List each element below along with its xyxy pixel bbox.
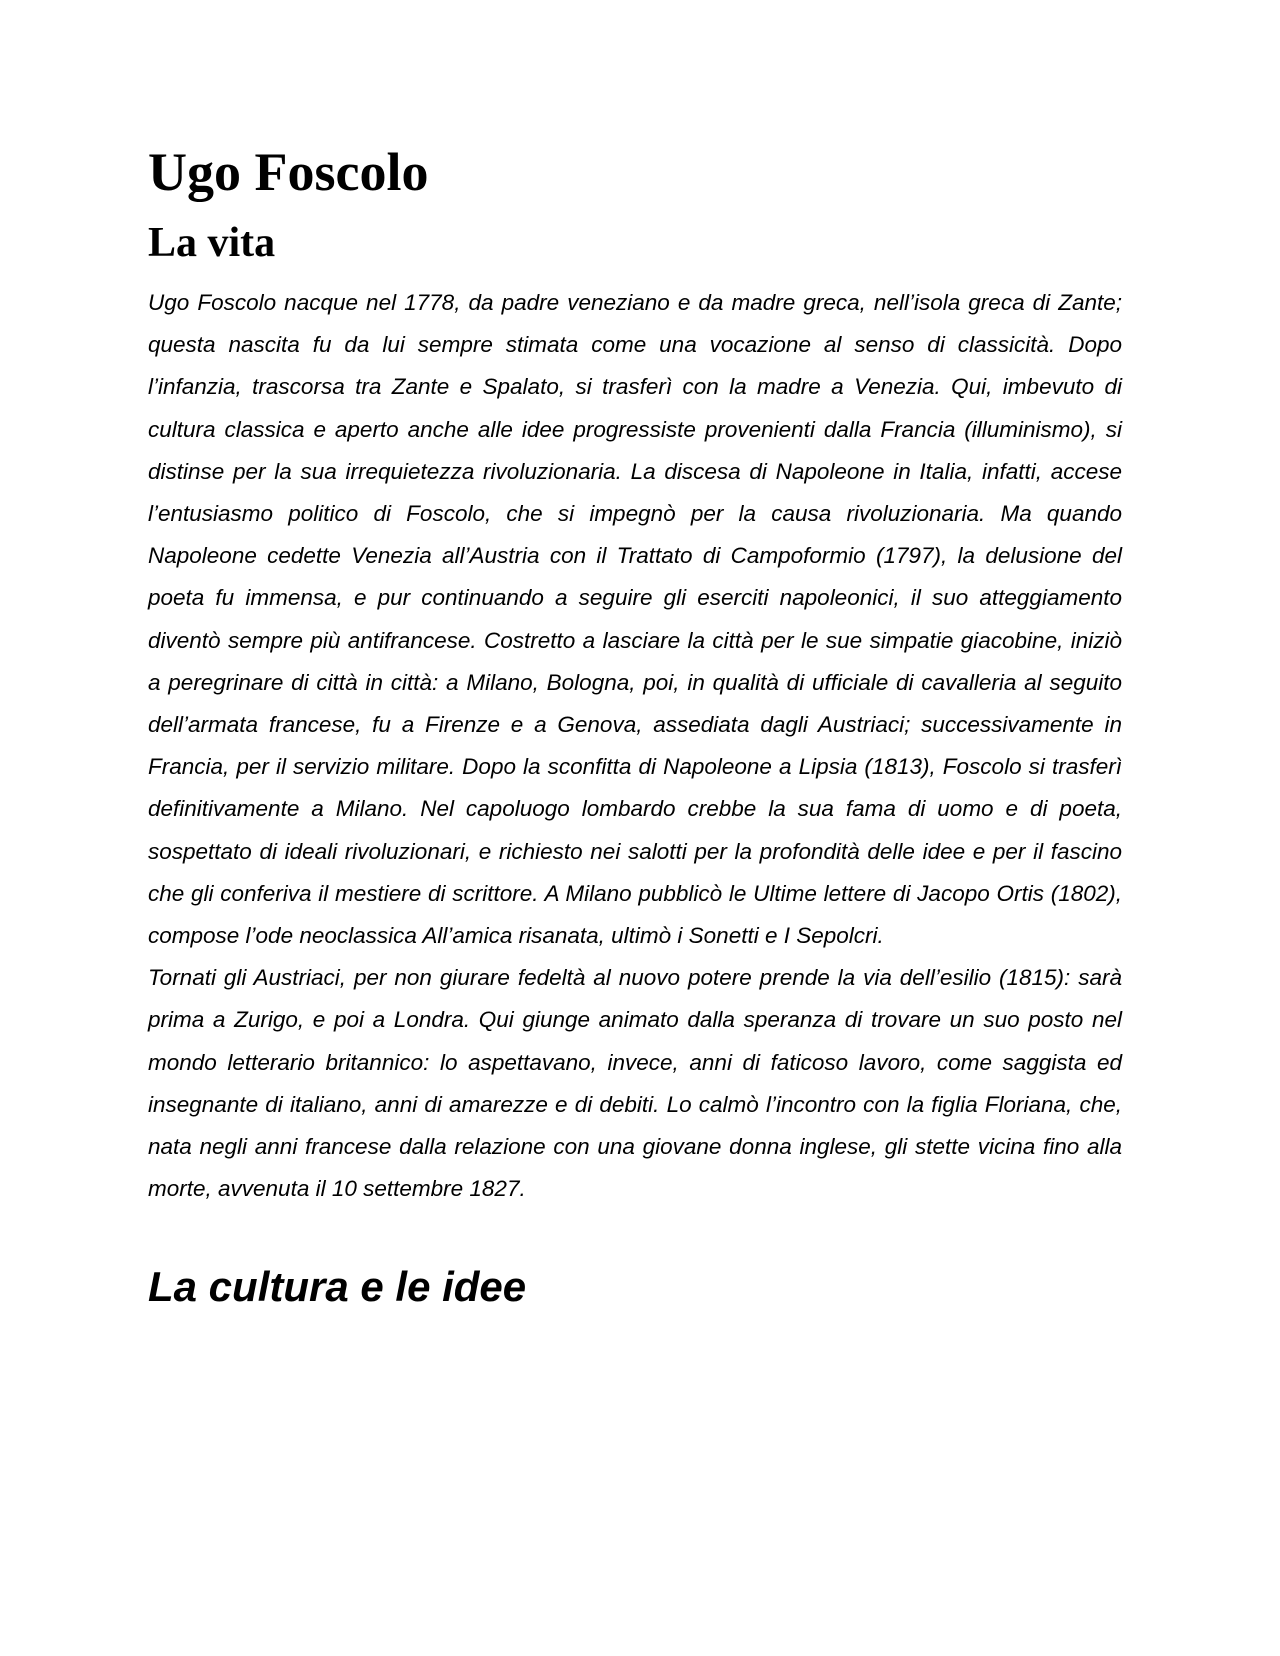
paragraph: Tornati gli Austriaci, per non giurare fedeltà al nuovo potere prende la via dell’esilio (1815): sarà prima a Zurigo, e poi a Londra. Qui giunge animato dalla speranza di trovare un suo posto nel mondo letterario britannico: lo aspettavano, invece, anni di faticoso lavoro, come saggista ed insegnante di italiano, anni di amarezze e di debiti. Lo calmò l’incontro con la figlia Floriana, che, nata negli anni francese dalla relazione con una giovane donna inglese, gli stette vicina fino alla morte, avvenuta il 10 settembre 1827.: [148, 965, 1122, 1202]
document-page: [148, 140, 1122, 1312]
section-heading-la-vita: La vita: [148, 220, 276, 266]
paragraph: Ugo Foscolo nacque nel 1778, da padre veneziano e da madre greca, nell’isola greca di Zante; questa nascita fu da lui sempre stimata come una vocazione al senso di classicità. Dopo l’infanzia, trascorsa tra Zante e Spalato, si trasferì con la madre a Venezia. Qui, imbevuto di cultura classica e aperto anche alle idee progressiste provenienti dalla Francia (illuminismo), si distinse per la sua irrequietezza rivoluzionaria. La discesa di Napoleone in Italia, infatti, accese l’entusiasmo politico di Foscolo, che si impegnò per la causa rivoluzionaria. Ma quando Napoleone cedette Venezia all’Austria con il Trattato di Campoformio (1797), la delusione del poeta fu immensa, e pur continuando a seguire gli eserciti napoleonici, il suo atteggiamento diventò sempre più antifrancese. Costretto a lasciare la città per le sue simpatie giacobine, iniziò a peregrinare di città in città: a Milano, Bologna, poi, in qualità di ufficiale di cavalleria al seguito dell’armata francese, fu a Firenze e a Genova, assediata dagli Austriaci; successivamente in Francia, per il servizio militare. Dopo la sconfitta di Napoleone a Lipsia (1813), Foscolo si trasferì definitivamente a Milano. Nel capoluogo lombardo crebbe la sua fama di uomo e di poeta, sospettato di ideali rivoluzionari, e richiesto nei salotti per la profondità delle idee e per il fascino che gli conferiva il mestiere di scrittore. A Milano pubblicò le Ultime lettere di Jacopo Ortis (1802), compose l’ode neoclassica All’amica risanata, ultimò i Sonetti e I Sepolcri.: [148, 290, 1122, 949]
document-title: Ugo Foscolo: [148, 142, 429, 202]
section-heading-la-cultura-e-le-idee: La cultura e le idee: [148, 1263, 527, 1311]
